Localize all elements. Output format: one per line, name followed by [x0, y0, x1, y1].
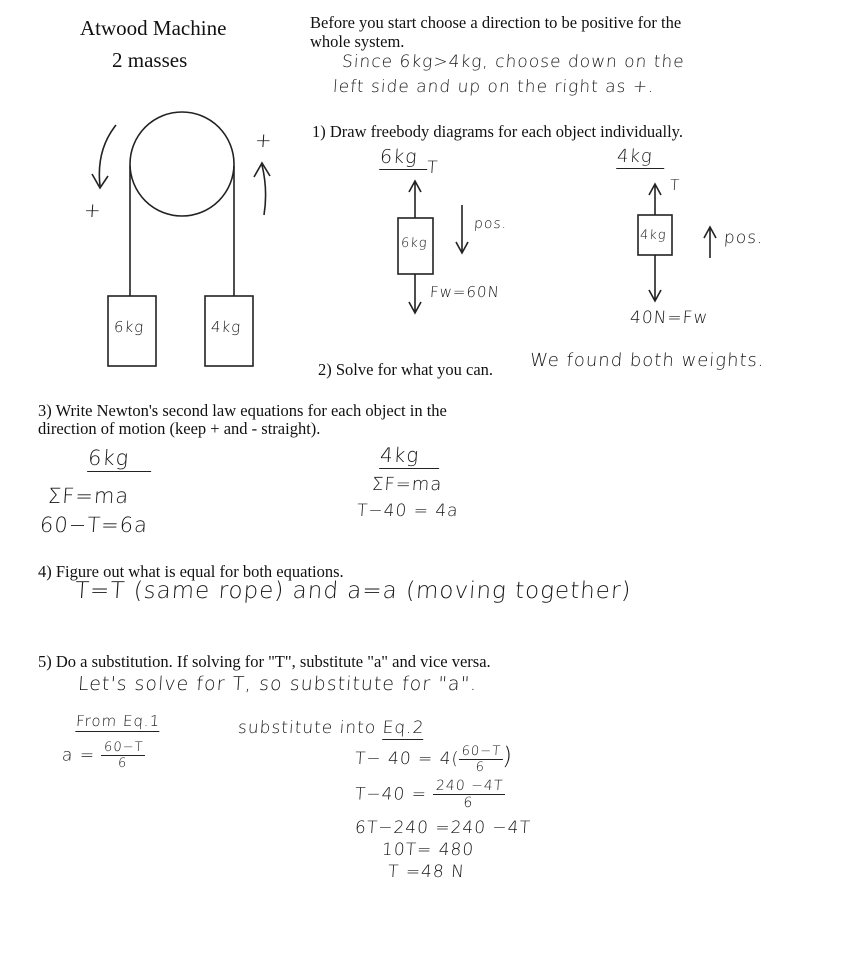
step5-text: 5) Do a substitution. If solving for "T", substitute "a" and vice versa.: [38, 652, 491, 671]
step2-text: 2) Solve for what you can.: [318, 360, 494, 379]
fbd-left-weight: Fw=60N: [429, 283, 501, 301]
intro-hand-2: left side and up on the right as +.: [332, 77, 656, 97]
line-5: T =48 N: [387, 862, 466, 882]
eq-right-2: T−40 = 4a: [356, 501, 460, 521]
a-lhs: a =: [61, 745, 96, 766]
fbd-left-box-label: 6kg: [400, 236, 429, 251]
step3-text-2: direction of motion (keep + and - straight).: [38, 419, 321, 438]
intro-text-2: whole system.: [310, 32, 405, 51]
line-4: 10T= 480: [381, 840, 475, 860]
fbd-left-tension-arrow-icon: [409, 181, 421, 218]
fbd-left-tension: T: [426, 158, 440, 178]
intro-text-1: Before you start choose a direction to be positive for the: [310, 13, 682, 32]
right-sign: +: [254, 128, 274, 152]
title-line2: 2 masses: [112, 48, 188, 72]
eq-right-1: ΣF=ma: [371, 474, 444, 495]
line-2: [354, 778, 506, 811]
substitute-label: [237, 718, 425, 738]
title-line1: Atwood Machine: [80, 16, 227, 40]
fbd-left-pos: pos.: [473, 216, 508, 232]
fbd-right-pos-arrow-icon: [704, 227, 716, 258]
line-1-denominator: 6: [475, 759, 486, 775]
line-1-fraction: [458, 744, 504, 775]
eq2-label: Eq.2: [381, 718, 426, 738]
line-3: 6T−240 =240 −4T: [354, 818, 532, 838]
eq-left-2: 60−T=6a: [39, 513, 149, 537]
a-numerator: 60−T: [101, 740, 146, 756]
pulley: [130, 112, 234, 216]
line-1-close: ): [501, 742, 515, 770]
step4-hand: T=T (same rope) and a=a (moving together): [74, 578, 633, 604]
line-1-lhs: T− 40 = 4(: [354, 749, 460, 769]
a-fraction: [100, 740, 146, 771]
fbd-right-tension-arrow-icon: [649, 184, 661, 215]
a-denominator: 6: [117, 756, 128, 771]
line-2-numerator: 240 −4T: [433, 778, 506, 795]
eq-right-label: 4kg: [379, 443, 441, 469]
from-eq1-label: From Eq.1: [75, 712, 161, 730]
step1-text: 1) Draw freebody diagrams for each object individually.: [312, 122, 683, 141]
substitute-text: substitute into: [237, 718, 377, 738]
right-direction-arrow-icon: [254, 163, 270, 215]
intro-hand-1: Since 6kg>4kg, choose down on the: [341, 52, 686, 72]
fbd-right-label: 4kg: [616, 146, 666, 169]
line-1-numerator: 60−T: [459, 744, 504, 760]
a-expression: [61, 740, 146, 771]
fbd-right-tension: T: [669, 176, 681, 194]
fbd-right-weight: 40N=Fw: [629, 308, 709, 328]
line-1: [354, 742, 514, 775]
left-direction-arrow-icon: [92, 125, 116, 188]
step3-text-1: 3) Write Newton's second law equations for each object in the: [38, 401, 447, 420]
line-2-denominator: 6: [462, 795, 474, 811]
fbd-right-weight-arrow-icon: [649, 255, 661, 301]
step4-text: 4) Figure out what is equal for both equations.: [38, 562, 344, 581]
fbd-right-box-label: 4kg: [639, 228, 668, 243]
fbd-left-pos-arrow-icon: [456, 205, 468, 253]
eq-left-label: 6kg: [87, 446, 153, 472]
line-2-fraction: [432, 778, 506, 811]
eq-left-1: ΣF=ma: [47, 484, 131, 508]
fbd-right-pos: pos.: [723, 228, 765, 248]
left-mass-label: 6kg: [113, 318, 145, 336]
fbd-left-weight-arrow-icon: [409, 274, 421, 313]
left-sign: +: [83, 198, 103, 222]
step2-hand: We found both weights.: [529, 350, 766, 371]
fbd-left-label: 6kg: [379, 146, 429, 170]
line-2-lhs: T−40 =: [354, 784, 428, 805]
right-mass-label: 4kg: [210, 318, 242, 336]
step5-hand: Let's solve for T, so substitute for "a".: [77, 673, 479, 695]
